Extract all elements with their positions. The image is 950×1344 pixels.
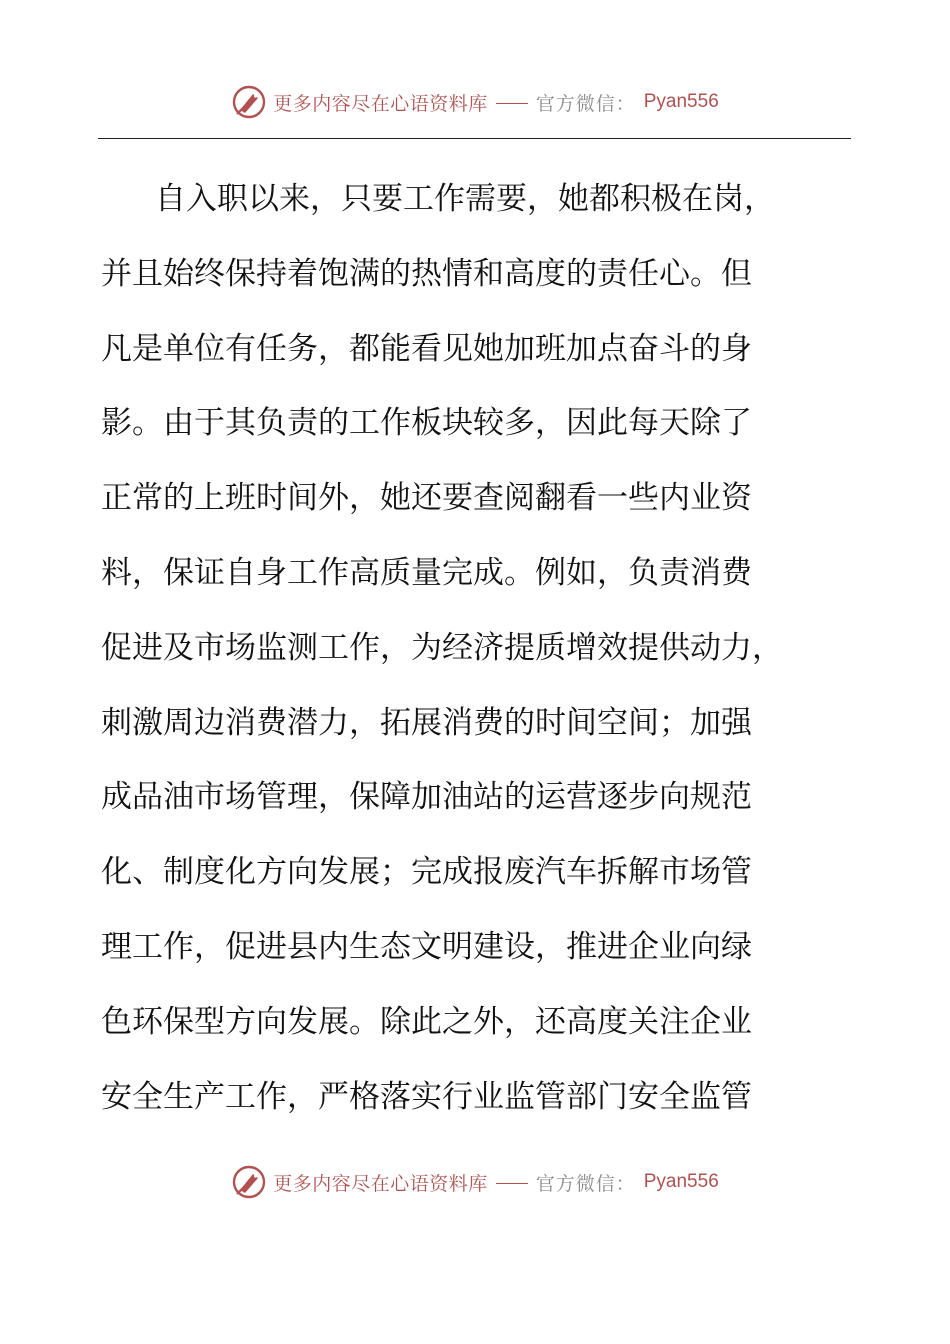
text-line: 正常的上班时间外，她还要查阅翻看一些内业资: [101, 480, 752, 517]
header-divider: [98, 138, 851, 139]
document-body: [101, 162, 861, 1134]
watermark-brand-text: 更多内容尽在心语资料库: [273, 1172, 488, 1195]
pen-nib-logo-icon: [231, 1164, 267, 1200]
watermark-dash: [496, 103, 528, 104]
text-line: 成品油市场管理，保障加油站的运营逐步向规范: [101, 779, 752, 816]
watermark-dash: [496, 1183, 528, 1184]
header-watermark: [0, 82, 950, 122]
watermark-channel-text: 官方微信：: [535, 1172, 636, 1195]
text-line: 安全生产工作，严格落实行业监管部门安全监管: [101, 1078, 752, 1115]
text-line: 色环保型方向发展。除此之外，还高度关注企业: [101, 1003, 752, 1040]
watermark-wechat-id: Pyan556: [643, 91, 719, 112]
text-line: 影。由于其负责的工作板块较多，因此每天除了: [101, 405, 752, 442]
watermark-wechat-id: Pyan556: [643, 1171, 719, 1192]
text-line: 自入职以来，只要工作需要，她都积极在岗，: [155, 181, 775, 217]
footer-watermark: [0, 1162, 950, 1202]
text-line: 理工作，促进县内生态文明建设，推进企业向绿: [101, 928, 752, 965]
text-line: 料，保证自身工作高质量完成。例如，负责消费: [101, 554, 752, 591]
pen-nib-logo-icon: [231, 84, 267, 120]
watermark-brand-text: 更多内容尽在心语资料库: [273, 92, 488, 115]
watermark-channel-text: 官方微信：: [535, 92, 636, 115]
text-line: 凡是单位有任务，都能看见她加班加点奋斗的身: [101, 330, 752, 367]
text-line: 促进及市场监测工作，为经济提质增效提供动力，: [101, 629, 783, 666]
text-line: 并且始终保持着饱满的热情和高度的责任心。但: [101, 255, 752, 292]
text-line: 化、制度化方向发展；完成报废汽车拆解市场管: [101, 854, 752, 891]
text-line: 刺激周边消费潜力，拓展消费的时间空间；加强: [101, 704, 752, 741]
